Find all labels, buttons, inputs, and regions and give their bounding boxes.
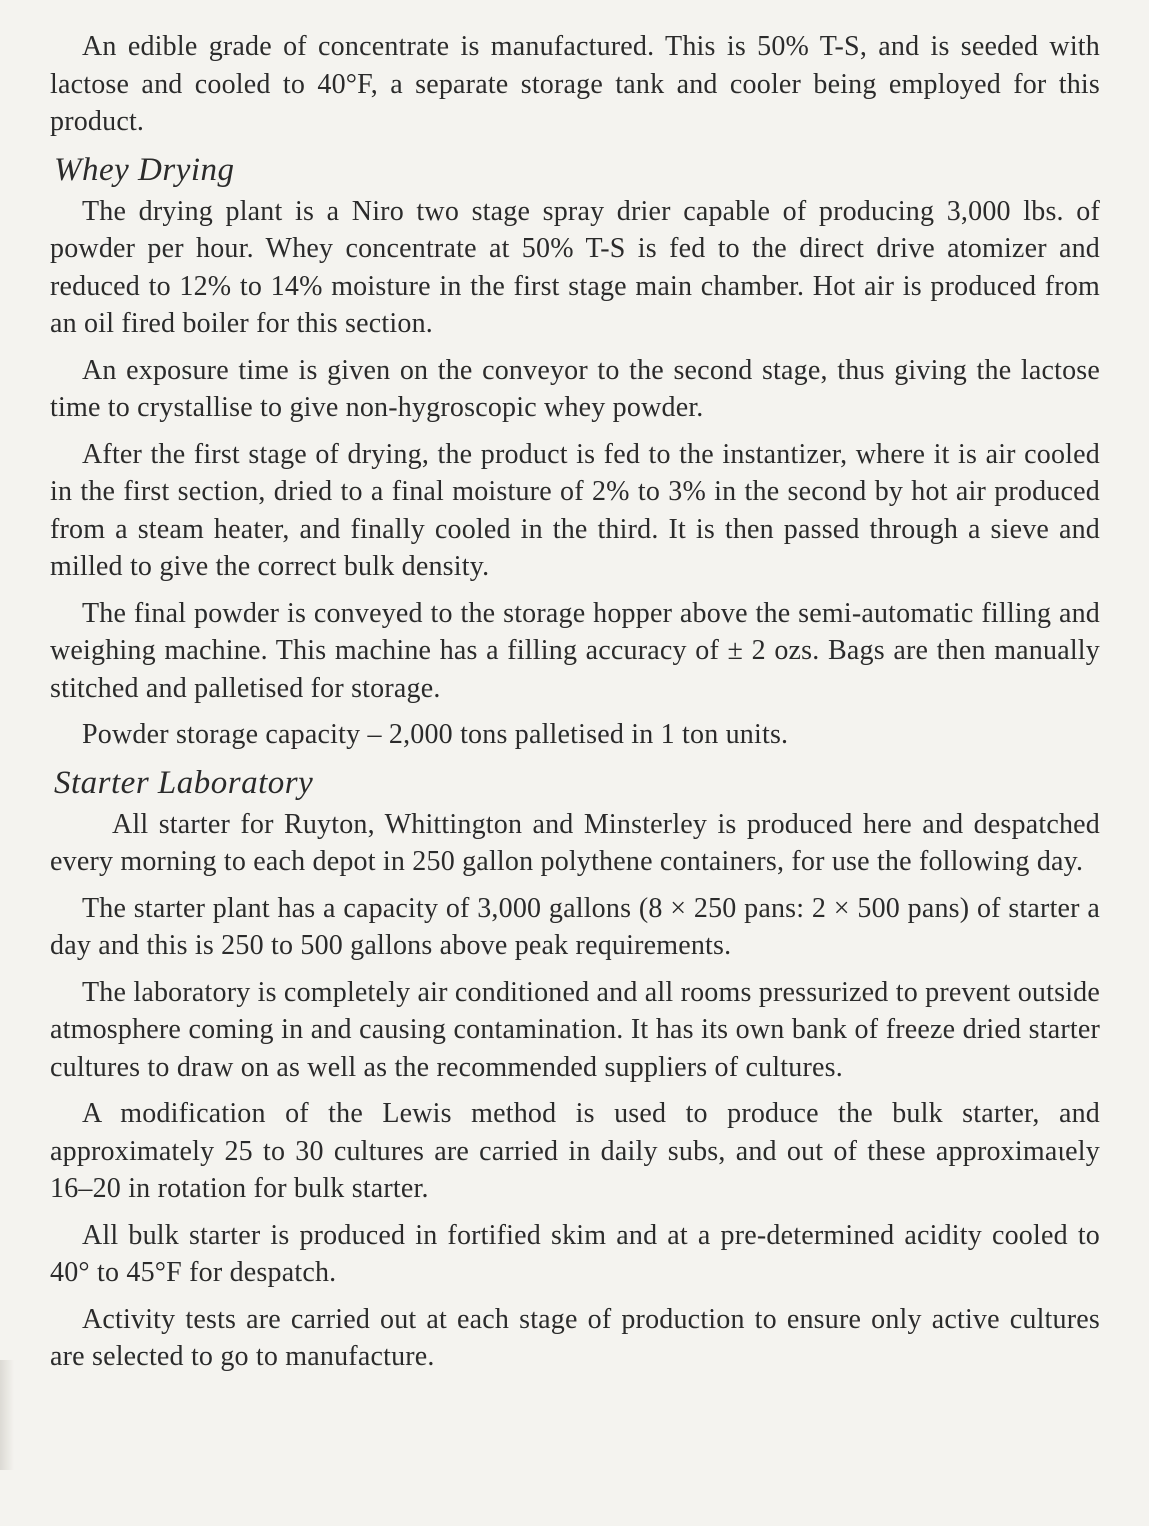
whey-drying-paragraph-1: The drying plant is a Niro two stage spray drier capable of producing 3,000 lbs. of powder per hour. Whey concentrate at 50% T-S is fed to the direct drive atomizer and reduced to 12% to 14% moisture in the first stage main chamber. Hot air is produced from an oil fired boiler for this section. bbox=[50, 195, 1100, 339]
starter-lab-paragraph-1: All starter for Ruyton, Whittington and Minsterley is produced here and despatched every morning to each depot in 250 gallon polythene containers, for use the following day. bbox=[50, 808, 1100, 877]
whey-drying-paragraph-5: Powder storage capacity – 2,000 tons palletised in 1 ton units. bbox=[82, 719, 789, 750]
section-heading-starter-laboratory: Starter Laboratory bbox=[54, 764, 314, 801]
whey-drying-paragraph-4: The final powder is conveyed to the storage hopper above the semi-automatic filling and weighing machine. This machine has a filling accuracy of ± 2 ozs. Bags are then manually stitched and palletised for storage. bbox=[50, 597, 1100, 704]
starter-lab-paragraph-6: Activity tests are carried out at each stage of production to ensure only active cultures are selected to go to manufacture. bbox=[50, 1303, 1100, 1372]
scan-edge-smudge bbox=[0, 1360, 14, 1470]
starter-lab-paragraph-4: A modification of the Lewis method is used to produce the bulk starter, and approximately 25 to 30 cultures are carried in daily subs, and out of these approximaιely 16–20 in rotation for bulk starter. bbox=[50, 1098, 1100, 1204]
starter-lab-paragraph-2: The starter plant has a capacity of 3,000 gallons (8 × 250 pans: 2 × 500 pans) of starter a day and this is 250 to 500 gallons above peak requirements. bbox=[50, 892, 1100, 961]
whey-drying-paragraph-2: An exposure time is given on the conveyor to the second stage, thus giving the lactose time to crystallise to give non-hygroscopic whey powder. bbox=[50, 354, 1100, 423]
document-page bbox=[50, 28, 1100, 1385]
starter-lab-paragraph-3: The laboratory is completely air conditioned and all rooms pressurized to prevent outside atmosphere coming in and causing contamination. It has its own bank of freeze dried starter cultures to draw on as well as the recommended suppliers of cultures. bbox=[50, 976, 1100, 1083]
section-heading-whey-drying: Whey Drying bbox=[54, 151, 235, 188]
starter-lab-paragraph-5: All bulk starter is produced in fortified skim and at a pre-determined acidity cooled to 40° to 45°F for despatch. bbox=[50, 1219, 1100, 1288]
whey-drying-paragraph-3: After the first stage of drying, the product is fed to the instantizer, where it is air cooled in the first section, dried to a final moisture of 2% to 3% in the second by hot air produced from a steam heater, and finally cooled in the third. It is then passed through a sieve and milled to give the correct bulk density. bbox=[50, 438, 1100, 582]
intro-paragraph: An edible grade of concentrate is manufactured. This is 50% T-S, and is seeded with lactose and cooled to 40°F, a separate storage tank and cooler being employed for this product. bbox=[50, 31, 1100, 137]
